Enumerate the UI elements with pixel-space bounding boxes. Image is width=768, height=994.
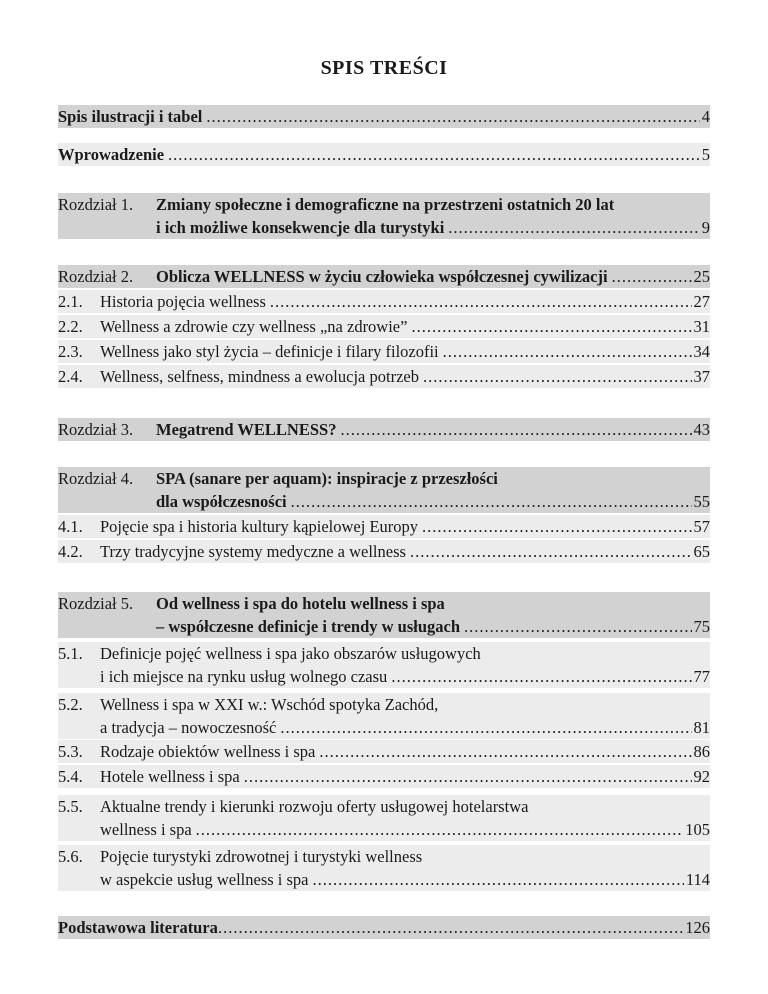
leader-dots: [443, 340, 692, 363]
toc-page-number: 77: [693, 667, 710, 686]
toc-page-number: 31: [693, 317, 710, 336]
toc-entry-section-2-4[interactable]: [58, 365, 710, 388]
section-number: 5.5.: [58, 797, 83, 816]
toc-page-number: 4: [701, 107, 710, 126]
leader-dots: [422, 515, 691, 538]
chapter-number: Rozdział 1.: [58, 195, 134, 214]
leader-dots: [280, 716, 691, 739]
chapter-number: Rozdział 2.: [58, 267, 134, 286]
toc-entry-label-continued: – współczesne definicje i trendy w usługach: [156, 617, 461, 636]
leader-dots: [218, 916, 683, 939]
toc-entry-label: Od wellness i spa do hotelu wellness i spa: [156, 594, 445, 613]
chapter-number: Rozdział 3.: [58, 420, 134, 439]
leader-dots: [340, 418, 691, 441]
leader-dots: [423, 365, 692, 388]
toc-entry-label: Hotele wellness i spa: [100, 767, 240, 786]
toc-entry-chapter-4[interactable]: [58, 467, 710, 513]
toc-entry-bibliography[interactable]: [58, 916, 710, 939]
toc-entry-label-continued: i ich możliwe konsekwencje dla turystyki: [156, 218, 445, 237]
section-number: 4.2.: [58, 542, 83, 561]
toc-entry-label: Wellness a zdrowie czy wellness „na zdrowie”: [100, 317, 408, 336]
toc-entry-label-continued: wellness i spa: [100, 820, 192, 839]
leader-dots: [391, 665, 691, 688]
leader-dots: [196, 818, 684, 841]
toc-entry-section-4-1[interactable]: [58, 515, 710, 538]
leader-dots: [313, 868, 684, 891]
toc-page-number: 5: [701, 145, 710, 164]
toc-entry-chapter-3[interactable]: [58, 418, 710, 441]
toc-page-number: 65: [693, 542, 710, 561]
toc-page-number: 81: [693, 718, 710, 737]
section-number: 5.2.: [58, 695, 83, 714]
toc-page-number: 25: [693, 267, 710, 286]
toc-entry-label: Zmiany społeczne i demograficzne na przestrzeni ostatnich 20 lat: [156, 195, 615, 214]
toc-entry-introduction[interactable]: [58, 143, 710, 166]
toc-page-number: 55: [693, 492, 710, 511]
toc-entry-label-continued: a tradycja – nowoczesność: [100, 718, 277, 737]
toc-entry-section-4-2[interactable]: [58, 540, 710, 563]
leader-dots: [410, 540, 692, 563]
toc-entry-label: Wprowadzenie: [58, 145, 165, 164]
toc-entry-label: Pojęcie turystyki zdrowotnej i turystyki wellness: [100, 847, 423, 866]
toc-page-number: 92: [693, 767, 710, 786]
toc-entry-section-5-4[interactable]: [58, 765, 710, 788]
toc-entry-label-continued: i ich miejsce na rynku usług wolnego czasu: [100, 667, 388, 686]
toc-entry-label: Historia pojęcia wellness: [100, 292, 266, 311]
toc-entry-label-continued: w aspekcie usług wellness i spa: [100, 870, 309, 889]
leader-dots: [612, 265, 692, 288]
toc-entry-section-5-1[interactable]: [58, 642, 710, 688]
section-number: 5.4.: [58, 767, 83, 786]
chapter-number: Rozdział 5.: [58, 594, 134, 613]
toc-entry-section-5-3[interactable]: [58, 740, 710, 763]
toc-page-number: 126: [685, 918, 710, 937]
toc-entry-illustrations[interactable]: [58, 105, 710, 128]
chapter-number: Rozdział 4.: [58, 469, 134, 488]
toc-page-number: 86: [693, 742, 710, 761]
toc-entry-label: Megatrend WELLNESS?: [156, 420, 337, 439]
toc-page-number: 27: [693, 292, 710, 311]
toc-entry-label: Aktualne trendy i kierunki rozwoju oferty usługowej hotelarstwa: [100, 797, 529, 816]
toc-entry-label: Trzy tradycyjne systemy medyczne a wellness: [100, 542, 406, 561]
toc-entry-label: Oblicza WELLNESS w życiu człowieka współczesnej cywilizacji: [156, 267, 608, 286]
toc-entry-label: Definicje pojęć wellness i spa jako obszarów usługowych: [100, 644, 481, 663]
section-number: 2.3.: [58, 342, 83, 361]
toc-entry-chapter-2[interactable]: [58, 265, 710, 288]
leader-dots: [448, 216, 699, 239]
leader-dots: [206, 105, 699, 128]
toc-page-number: 34: [693, 342, 710, 361]
leader-dots: [411, 315, 691, 338]
toc-page-number: 114: [685, 870, 710, 889]
toc-entry-label: Spis ilustracji i tabel: [58, 107, 203, 126]
toc-entry-section-2-3[interactable]: [58, 340, 710, 363]
toc-page-number: 37: [693, 367, 710, 386]
toc-page-number: 9: [701, 218, 710, 237]
section-number: 2.4.: [58, 367, 83, 386]
leader-dots: [244, 765, 692, 788]
toc-page-number: 105: [685, 820, 710, 839]
toc-entry-label: Podstawowa literatura: [58, 918, 218, 937]
leader-dots: [291, 490, 692, 513]
toc-page-number: 57: [693, 517, 710, 536]
toc-entry-section-2-1[interactable]: [58, 290, 710, 313]
section-number: 2.2.: [58, 317, 83, 336]
leader-dots: [270, 290, 692, 313]
toc-entry-label: Wellness, selfness, mindness a ewolucja potrzeb: [100, 367, 419, 386]
toc-entry-label: Pojęcie spa i historia kultury kąpielowej Europy: [100, 517, 419, 536]
toc-entry-section-2-2[interactable]: [58, 315, 710, 338]
toc-entry-section-5-2[interactable]: [58, 693, 710, 739]
toc-entry-label: Wellness jako styl życia – definicje i filary filozofii: [100, 342, 439, 361]
leader-dots: [168, 143, 700, 166]
section-number: 4.1.: [58, 517, 83, 536]
toc-entry-chapter-1[interactable]: [58, 193, 710, 239]
toc-entry-chapter-5[interactable]: [58, 592, 710, 638]
section-number: 5.1.: [58, 644, 83, 663]
leader-dots: [319, 740, 691, 763]
toc-entry-label: SPA (sanare per aquam): inspiracje z przeszłości: [156, 469, 498, 488]
toc-entry-section-5-6[interactable]: [58, 845, 710, 891]
section-number: 5.6.: [58, 847, 83, 866]
section-number: 2.1.: [58, 292, 83, 311]
toc-entry-label: Rodzaje obiektów wellness i spa: [100, 742, 316, 761]
section-number: 5.3.: [58, 742, 83, 761]
page-title: SPIS TREŚCI: [320, 57, 448, 79]
toc-page-number: 43: [693, 420, 710, 439]
toc-entry-label-continued: dla współczesności: [156, 492, 287, 511]
leader-dots: [464, 615, 691, 638]
toc-page-number: 75: [693, 617, 710, 636]
toc-entry-section-5-5[interactable]: [58, 795, 710, 841]
toc-entry-label: Wellness i spa w XXI w.: Wschód spotyka Zachód,: [100, 695, 439, 714]
